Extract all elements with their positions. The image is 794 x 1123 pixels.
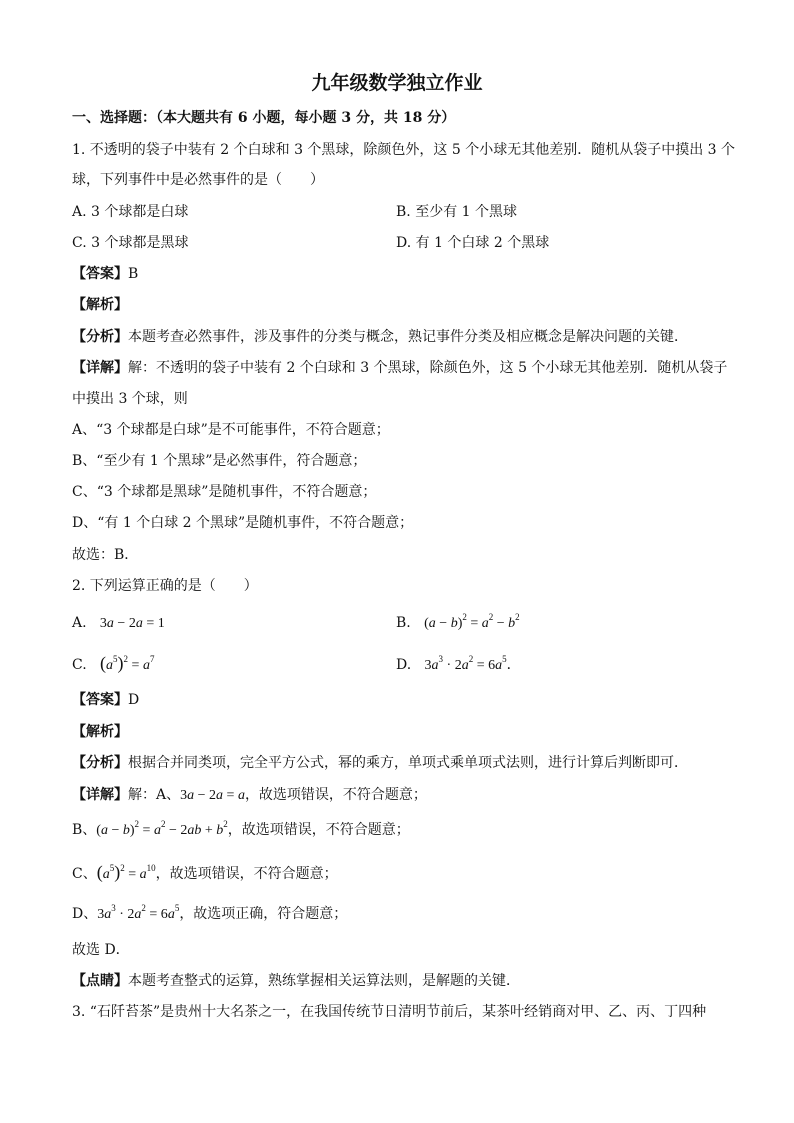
q2-analysis-tag: 【解析】 (72, 724, 128, 740)
q1-fenxi-line (72, 327, 732, 347)
q2-xiangjie-b: B、$(a - b)^2 = a^2 - 2ab + b^2$，故选项错误，不符合题意； (72, 819, 410, 838)
q1-answer: B (128, 266, 139, 282)
q1-fenxi-text: 本题考查必然事件，涉及事件的分类与概念，熟记事件分类及相应概念是解决问题的关键． (128, 329, 688, 345)
section-heading: 一、选择题：（本大题共有 6 小题，每小题 3 分，共 18 分） (72, 110, 456, 126)
q1-option-d: D. 有 1 个白球 2 个黑球 (396, 235, 550, 251)
q2-fenxi-line (72, 753, 732, 773)
q1-item-c: C、“3 个球都是黑球”是随机事件，不符合题意； (72, 484, 377, 500)
q2-conclusion: 故选 D． (72, 942, 130, 958)
q1-xiangjie-line1 (72, 358, 732, 378)
q2-stem: 2. 下列运算正确的是（ ） (72, 578, 258, 594)
q2-option-c: C. $(a^5)^2 = a^7$ (72, 653, 155, 673)
q1-option-c: C. 3 个球都是黑球 (72, 235, 189, 251)
q2-xiangjie-a: 【详解】解：A、3a − 2a = a，故选项错误，不符合题意； (72, 787, 427, 803)
q1-option-a: A. 3 个球都是白球 (72, 204, 189, 220)
q2-option-b: B. $(a - b)^2 = a^2 - b^2$ (396, 612, 520, 631)
q1-option-b: B. 至少有 1 个黑球 (396, 204, 517, 220)
q1-answer-line (72, 264, 732, 284)
q2-xiangjie-a-expr: 3a − 2a = a (180, 788, 245, 803)
q1-xiangjie-tag: 【详解】 (72, 360, 128, 376)
q2-xiangjie-c: C、$(a^5)^2 = a^{10}$，故选项错误，不符合题意； (72, 862, 338, 882)
q2-option-d: D. $3a^3 \cdot 2a^2 = 6a^5$． (396, 654, 521, 673)
q3-stem-line1: 3. “石阡苔茶”是贵州十大名茶之一，在我国传统节日清明节前后，某茶叶经销商对甲、乙、丙、丁四种 (72, 1004, 707, 1020)
document-title: 九年级数学独立作业 (311, 72, 483, 94)
q1-item-a: A、“3 个球都是白球”是不可能事件，不符合题意； (72, 422, 390, 438)
q2-dianjing-text: 本题考查整式的运算，熟练掌握相关运算法则，是解题的关键． (128, 973, 520, 989)
q1-stem-line1: 1. 不透明的袋子中装有 2 个白球和 3 个黑球，除颜色外，这 5 个小球无其他差别．随机从袋子中摸出 3 个 (72, 142, 736, 158)
q1-xiangjie-text: 解：不透明的袋子中装有 2 个白球和 3 个黑球，除颜色外，这 5 个小球无其他差别．随机从袋子 (128, 360, 728, 376)
q2-dianjing-tag: 【点睛】 (72, 973, 128, 989)
q2-answer: D (128, 692, 140, 708)
q2-option-d-expr: $3a^3 \cdot 2a^2 = 6a^5$ (424, 654, 507, 673)
q2-xiangjie-b-expr: $(a - b)^2 = a^2 - 2ab + b^2$ (96, 819, 228, 838)
q1-item-b: B、“至少有 1 个黑球”是必然事件，符合题意； (72, 453, 367, 469)
q2-option-a-expr: 3a − 2a = 1 (99, 616, 165, 631)
q1-stem-line2: 球，下列事件中是必然事件的是（ ） (72, 172, 324, 188)
q2-xiangjie-c-expr: $(a^5)^2 = a^{10}$ (96, 862, 156, 882)
q1-conclusion: 故选：B． (72, 547, 139, 563)
q1-analysis-tag: 【解析】 (72, 297, 128, 313)
q2-fenxi-text: 根据合并同类项，完全平方公式，幂的乘方，单项式乘单项式法则，进行计算后判断即可． (128, 755, 688, 771)
q1-fenxi-tag: 【分析】 (72, 329, 128, 345)
q2-option-b-expr: $(a - b)^2 = a^2 - b^2$ (424, 612, 520, 631)
q2-answer-tag: 【答案】 (72, 692, 128, 708)
q2-xiangjie-d: D、$3a^3 \cdot 2a^2 = 6a^5$，故选项正确，符合题意； (72, 903, 348, 922)
q2-xiangjie-tag: 【详解】 (72, 787, 128, 803)
q2-answer-line (72, 690, 732, 710)
q2-option-a: A. 3a − 2a = 1 (72, 615, 165, 631)
q1-xiangjie-line2: 中摸出 3 个球，则 (72, 391, 188, 407)
q2-option-c-expr: $(a^5)^2 = a^7$ (100, 653, 155, 673)
q2-dianjing-line (72, 971, 732, 991)
q1-item-d: D、“有 1 个白球 2 个黑球”是随机事件，不符合题意； (72, 515, 414, 531)
q2-fenxi-tag: 【分析】 (72, 755, 128, 771)
q1-answer-tag: 【答案】 (72, 266, 128, 282)
q2-xiangjie-d-expr: $3a^3 \cdot 2a^2 = 6a^5$ (97, 903, 180, 922)
